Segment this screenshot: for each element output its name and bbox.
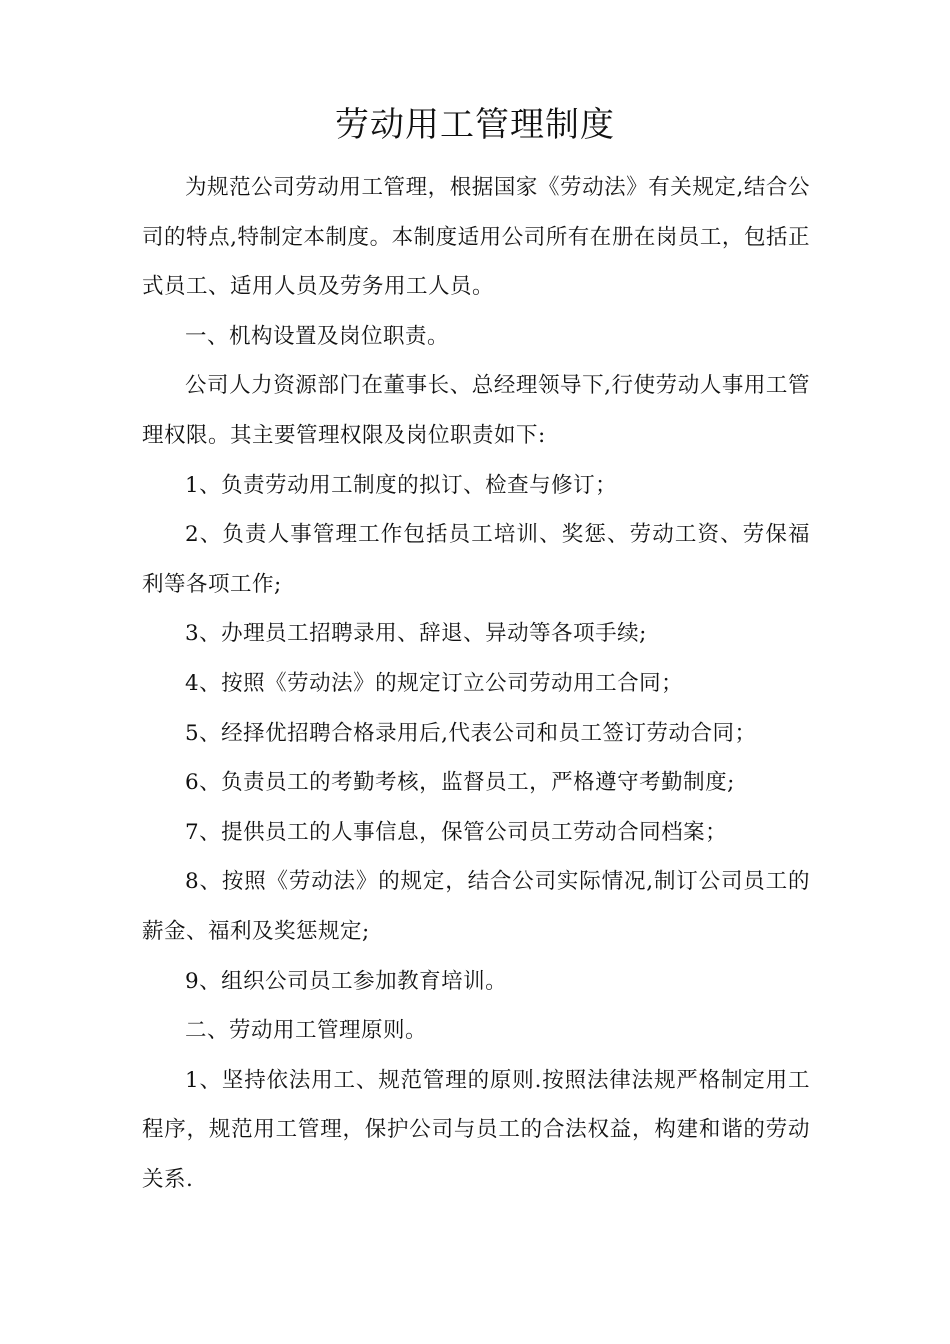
list-item: 5、经择优招聘合格录用后,代表公司和员工签订劳动合同； — [185, 720, 757, 746]
list-item: 1、负责劳动用工制度的拟订、检查与修订； — [185, 472, 618, 498]
section-1-intro: 公司人力资源部门在董事长、总经理领导下,行使劳动人事用工管理权限。其主要管理权限及岗位职责如下: — [142, 373, 810, 448]
list-item: 3、办理员工招聘录用、辞退、异动等各项手续; — [185, 621, 647, 647]
list-item: 6、负责员工的考勤考核，监督员工，严格遵守考勤制度; — [185, 770, 735, 796]
section-heading-2: 二、劳动用工管理原则。 — [185, 1018, 428, 1044]
intro-paragraph: 为规范公司劳动用工管理，根据国家《劳动法》有关规定,结合公司的特点,特制定本制度。本制度适用公司所有在册在岗员工，包括正式员工、适用人员及劳务用工人员。 — [142, 175, 810, 300]
document-body — [142, 163, 810, 1204]
list-item: 9、组织公司员工参加教育培训。 — [185, 968, 508, 994]
list-item: 7、提供员工的人事信息，保管公司员工劳动合同档案； — [185, 819, 728, 845]
list-item: 1、坚持依法用工、规范管理的原则.按照法律法规严格制定用工程序，规范用工管理，保护公司与员工的合法权益，构建和谐的劳动关系. — [142, 1067, 810, 1192]
section-heading-1: 一、机构设置及岗位职责。 — [185, 323, 450, 349]
list-item: 8、按照《劳动法》的规定，结合公司实际情况,制订公司员工的薪金、福利及奖惩规定; — [142, 869, 810, 944]
document-title: 劳动用工管理制度 — [335, 105, 615, 145]
list-item: 2、负责人事管理工作包括员工培训、奖惩、劳动工资、劳保福利等各项工作; — [142, 522, 810, 597]
list-item: 4、按照《劳动法》的规定订立公司劳动用工合同； — [185, 670, 684, 696]
